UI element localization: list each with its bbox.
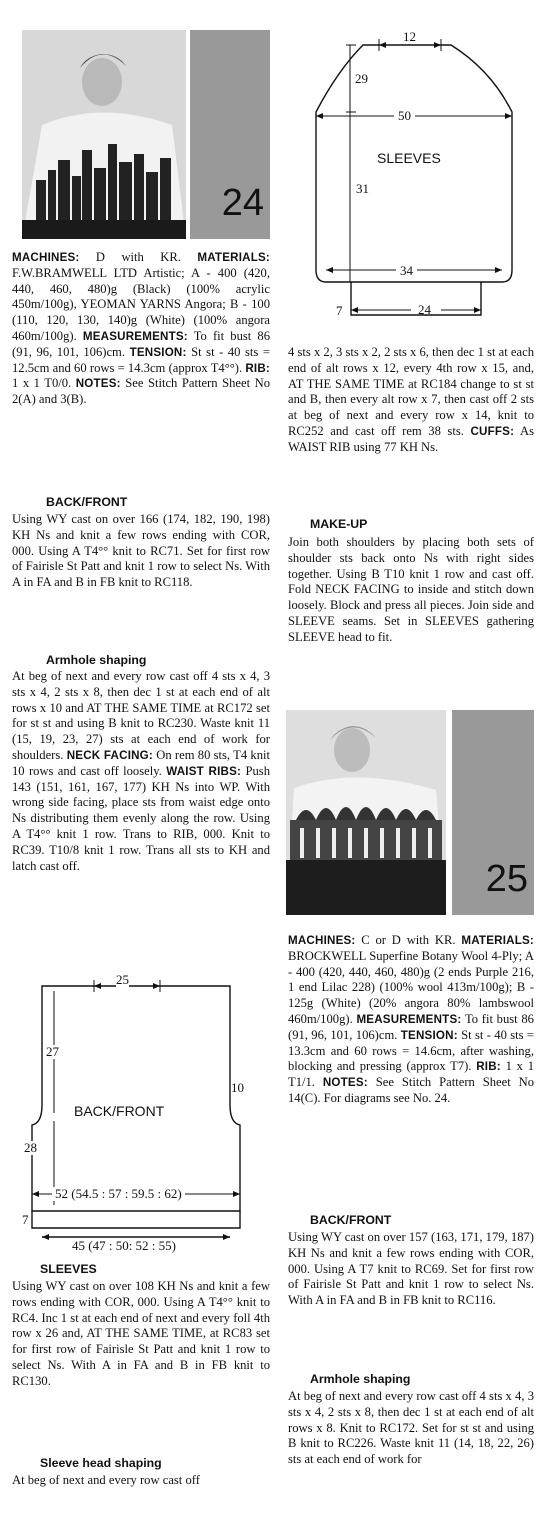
photo-25 — [286, 710, 534, 915]
sl-dim-cuff-len: 7 — [336, 303, 343, 318]
photo-24 — [22, 30, 270, 239]
heading-back-front-25: BACK/FRONT — [310, 1213, 392, 1227]
heading-armhole-25: Armhole shaping — [310, 1372, 411, 1386]
model-photo — [22, 30, 186, 239]
sl-dim-top: 12 — [403, 29, 416, 44]
dim-upper-left: 27 — [46, 1044, 59, 1059]
dim-rib: 7 — [22, 1212, 29, 1227]
label: RIB: — [476, 1060, 501, 1074]
sl-dim-cap: 29 — [355, 71, 368, 86]
sl-dim-width: 50 — [394, 109, 415, 123]
pattern-number: 24 — [221, 182, 264, 224]
back-front-text: Using WY cast on over 166 (174, 182, 190, 198) KH Ns and knit a few rows ending with COR, 000. Using A T4°° knit to RC71. Set for first row of Fairisle St Patt and knit 1 row to select Ns. With A in FA and B in FB knit to RC118. — [12, 512, 270, 590]
sl-dim-cuff-w: 24 — [418, 302, 431, 317]
intro-25: MACHINES: C or D with KR. MATERIALS: BROCKWELL Superfine Botany Wool 4-Ply; A - 400 (420, 440, 460, 480)g (2 ends Purple 216, 1 end Lilac 228) (100% wool 413m/100g); B - 125g (White) (20% angora 80% lambswool 460m/100g). MEASUREMENTS: To fit bust 86 (91, 96, 101, 106)cm. TENSION: St st - 40 sts = 13.3cm and 60 rows = 14.6cm, after washing, blocking and pressing (approx T7). RIB: 1 x 1 T1/1. NOTES: See Stitch Pattern Sheet No 14(C). For diagrams see No. 24. — [288, 933, 534, 1105]
sl-dim-length: 31 — [356, 181, 369, 196]
sleeve-head-text-a: At beg of next and every row cast off — [12, 1473, 200, 1487]
back-front-diagram — [12, 973, 270, 1258]
intro-24: MACHINES: D with KR. MATERIALS: F.W.BRAMWELL LTD Artistic; A - 400 (420, 440, 460, 480)g (Black) (100% acrylic 450m/100g), YEOMAN YARNS Angora; B - 100 (110, 120, 130, 140)g (White) (100% angora 460m/100g). MEASUREMENTS: To fit bust 86 (91, 96, 101, 106)cm. TENSION: St st - 40 sts = 12.5cm and 60 rows = 14.3cm (approx T4°°). RIB: 1 x 1 T0/0. NOTES: See Stitch Pattern Sheet No 2(A) and 3(B). — [12, 250, 270, 407]
heading-armhole: Armhole shaping — [46, 653, 147, 667]
diagram-title-back-front: BACK/FRONT — [74, 1103, 165, 1119]
armhole-text-25: At beg of next and every row cast off 4 sts x 4, 3 sts x 4, 2 sts x 8, then dec 1 st at each end of alt rows x 8. Knit to RC172. Set for st st and using B knit to RC226. Waste knit 11 (14, 18, 22, 26) sts at each end of work for — [288, 1389, 534, 1467]
label: MATERIALS: — [197, 251, 270, 264]
sleeves-diagram — [276, 30, 534, 340]
dim-right: 10 — [231, 1080, 244, 1095]
model-photo — [286, 710, 446, 915]
label: MEASUREMENTS: — [82, 329, 188, 343]
back-front-text-25: Using WY cast on over 157 (163, 171, 179, 187) KH Ns and knit a few rows ending with COR, 000. Using A T7 knit to RC69. Set for first row of Fairisle St Patt and knit 1 row to select Ns. With A in FA and B in FB knit to RC116. — [288, 1230, 534, 1308]
armhole-text: At beg of next and every row cast off 4 sts x 4, 3 sts x 4, 2 sts x 8, then dec 1 st at each end of alt rows x 10 and AT THE SAME TIME at RC172 set for st st and using B knit to RC230. Waste knit 11 (15, 19, 23, 27) sts at each end of work for shoulders. NECK FACING: On rem 80 sts, T4 knit 10 rows and cast off loosely. WAIST RIBS: Push 143 (151, 161, 167, 177) KH Ns into WP. With wrong side facing, place sts from waist edge onto Ns distributing them evenly along the row. Using A T4°° knit 1 row. Trans to RIB, 000. Knit to RC39. T10/8 knit 1 row. Trans all sts to KH and latch cast off. — [12, 669, 270, 873]
model-illustration — [22, 30, 186, 239]
pattern-number: 25 — [485, 858, 528, 900]
dim-top: 25 — [116, 972, 129, 987]
sl-dim-lower: 34 — [396, 264, 417, 278]
label: WAIST RIBS: — [166, 764, 242, 778]
label: MACHINES: — [288, 934, 356, 947]
heading-sleeves: SLEEVES — [40, 1262, 97, 1276]
label: MACHINES: — [12, 251, 80, 264]
label: NOTES: — [322, 1076, 368, 1090]
diagram-title-sleeves: SLEEVES — [377, 150, 441, 166]
makeup-text: Join both shoulders by placing both sets of shoulder sts back onto Ns with right sides together. Using B T10 knit 1 row and cast off. Fold NECK FACING to inside and stitch down loosely. Block and press all pieces. Join side and SLEEVE seams. Set in SLEEVES gathering SLEEVE head to fit. — [288, 535, 534, 644]
label: MATERIALS: — [461, 934, 534, 947]
heading-back-front: BACK/FRONT — [46, 495, 128, 509]
heading-makeup: MAKE-UP — [310, 517, 368, 531]
label: CUFFS: — [470, 424, 515, 438]
label: RIB: — [245, 361, 270, 375]
model-illustration — [286, 710, 446, 915]
label: TENSION: — [400, 1028, 458, 1042]
label: NOTES: — [75, 377, 121, 391]
dim-width: 52 (54.5 : 57 : 59.5 : 62) — [52, 1187, 185, 1201]
label: MEASUREMENTS: — [356, 1012, 462, 1026]
label: NECK FACING: — [66, 748, 153, 762]
sleeves-outline — [276, 30, 534, 340]
sleeves-text: Using WY cast on over 108 KH Ns and knit a few rows ending with COR, 000. Using A T4°° knit to RC4. Inc 1 st at each end of next and every foll 4th row x 26 and, AT THE SAME TIME, at RC83 set for first row of Fairisle St Patt and knit 1 row to select Ns. With A in FA and B in FB knit to RC130. — [12, 1279, 270, 1388]
sleeve-head-text-b: 4 sts x 2, 3 sts x 2, 2 sts x 6, then dec 1 st at each end of alt rows x 12, every 4th row x 15, and, AT THE SAME TIME at RC184 change to st st and B, then every alt row x 7, then cast off 2 sts at beg of next and every row x 14, knit to RC252 and cast off rem 38 sts. CUFFS: As WAIST RIB using 77 KH Ns. — [288, 345, 534, 454]
label: TENSION: — [129, 345, 187, 359]
dim-lower-left: 28 — [24, 1140, 37, 1155]
dim-bottom: 45 (47 : 50: 52 : 55) — [72, 1238, 176, 1253]
heading-sleeve-head: Sleeve head shaping — [40, 1456, 162, 1470]
